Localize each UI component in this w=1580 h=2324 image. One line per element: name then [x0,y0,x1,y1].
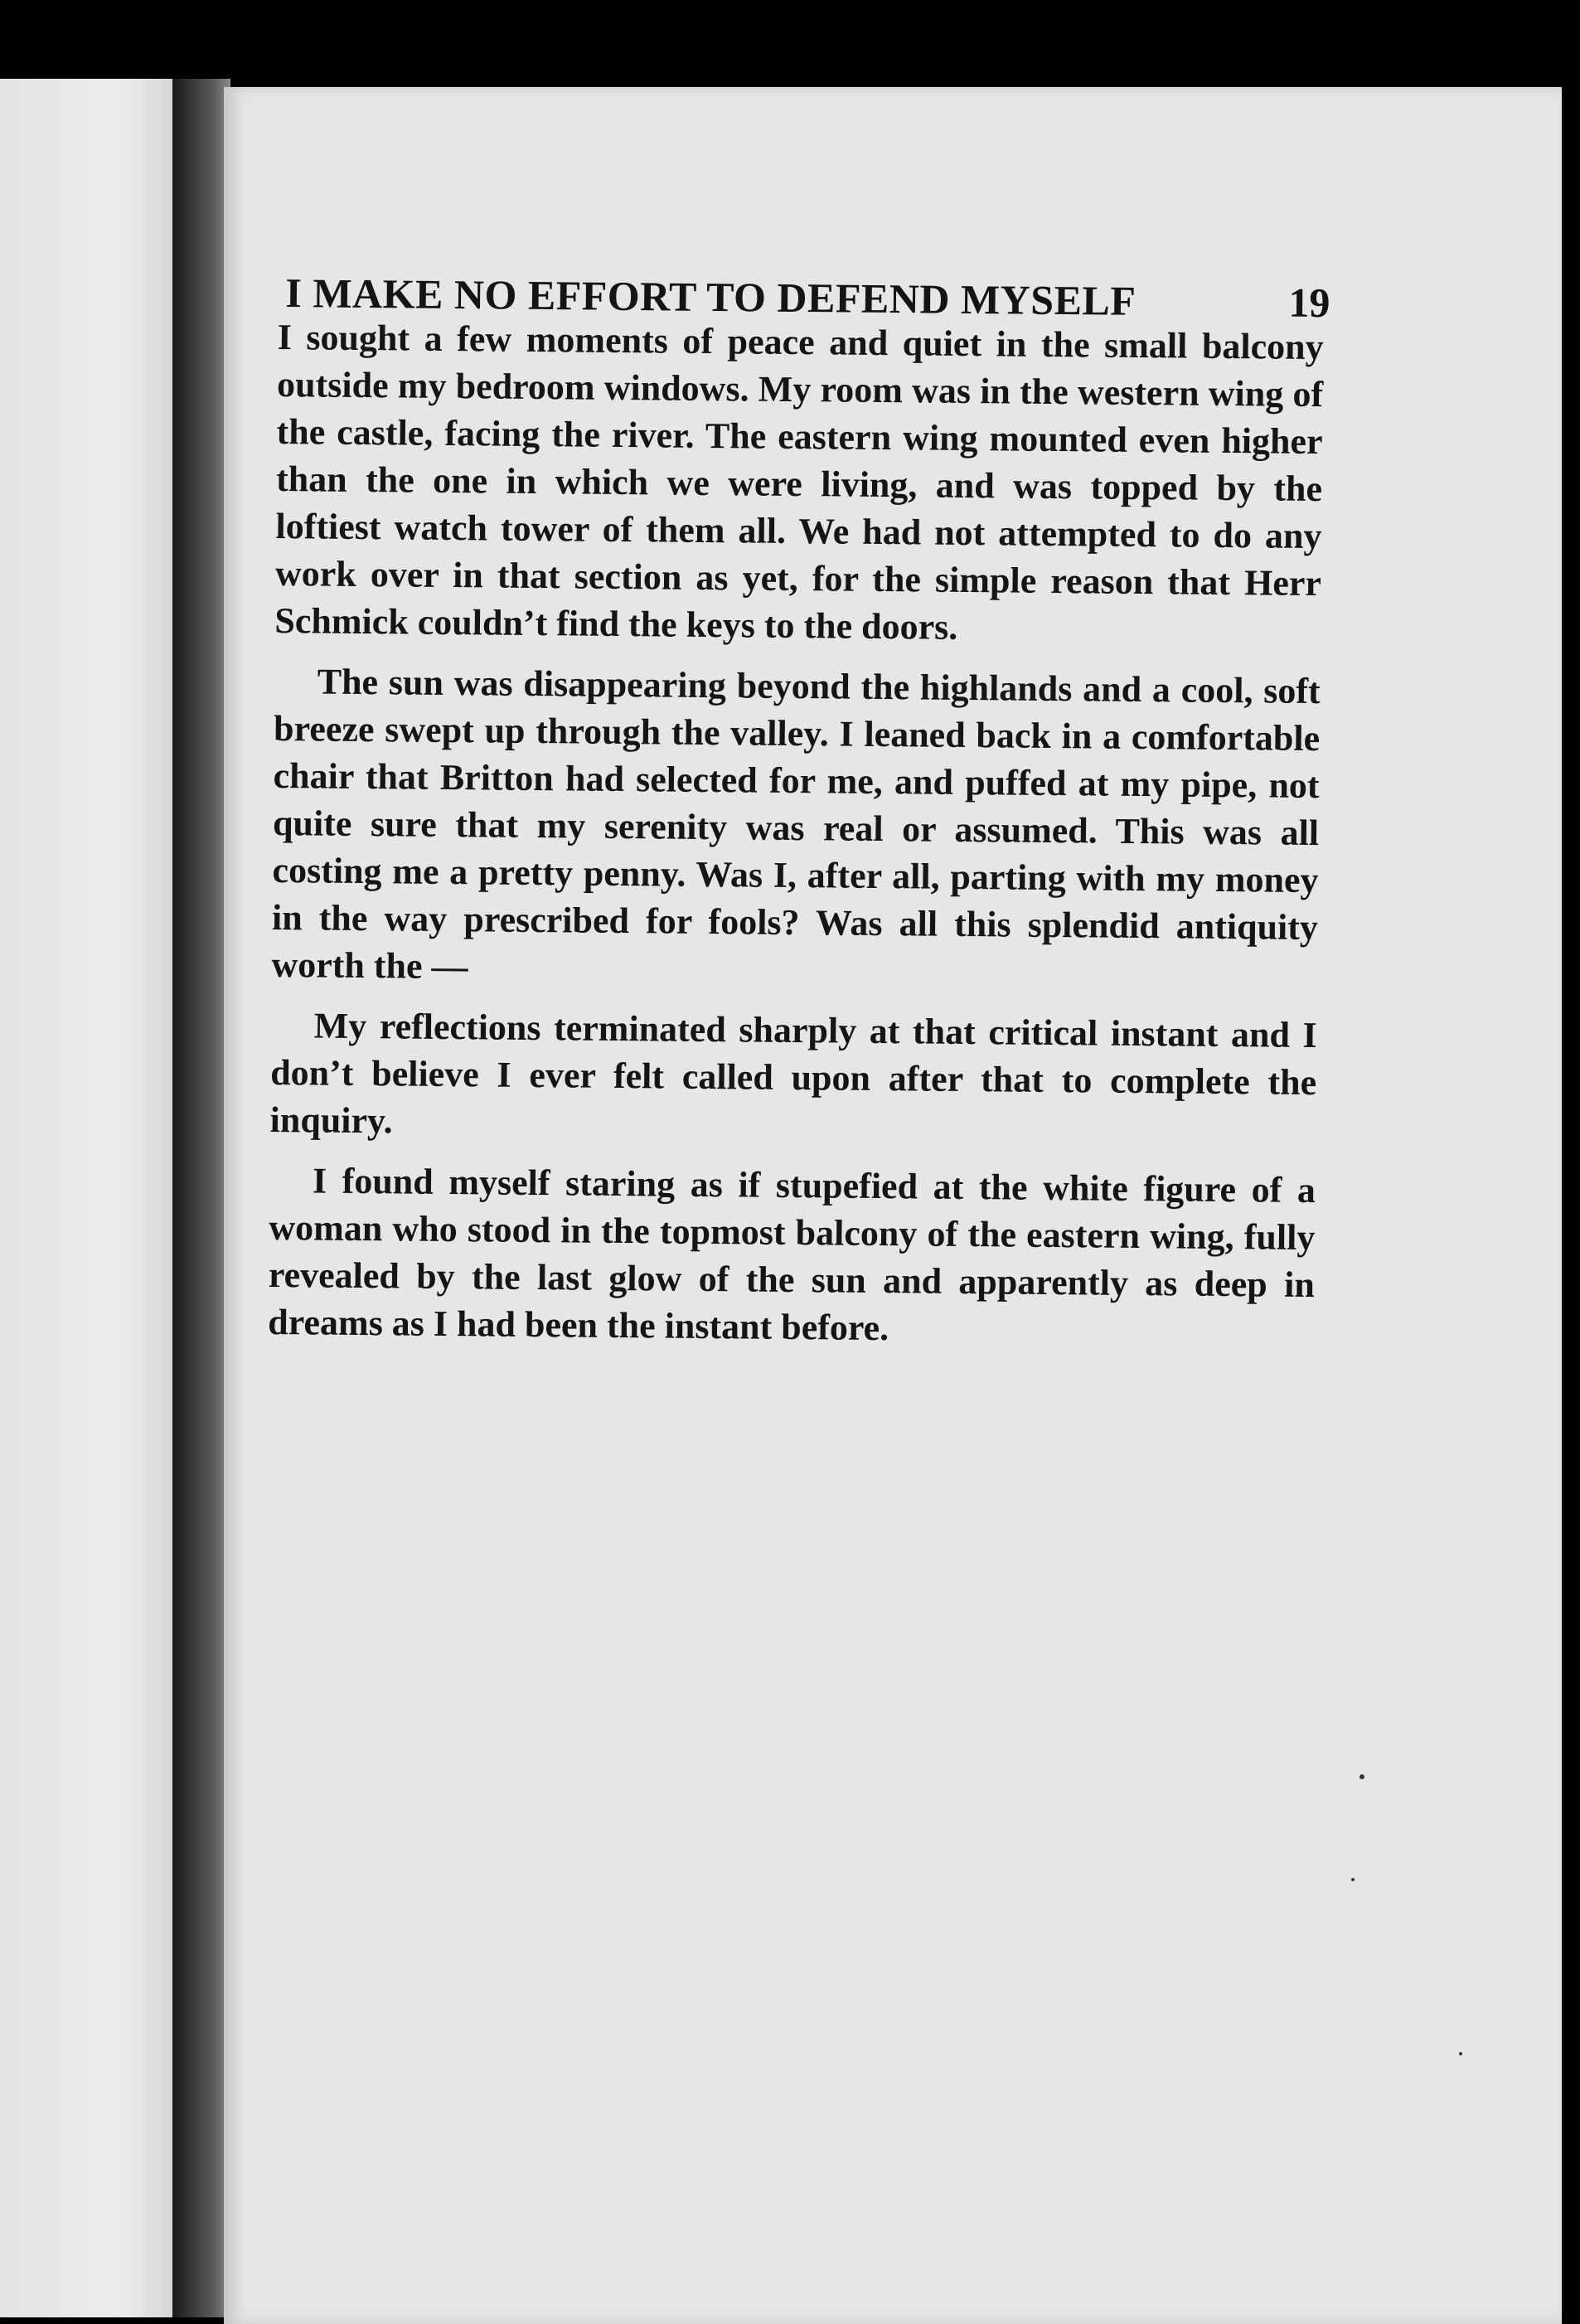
paragraph: I found myself staring as if stupefied at the white figure of a woman who stood in the topmost balcony of the eastern wing, fully revealed by the last glow of the sun and apparently as deep in dreams as I had been the instant before. [268,1160,1316,1349]
page-body [268,313,1324,1369]
running-head: I MAKE NO EFFORT TO DEFEND MYSELF [285,269,1137,324]
scan-speck [1351,1878,1355,1881]
book-gutter-shadow [172,79,230,2317]
scan-speck [1459,2052,1462,2055]
paragraph: The sun was disappearing beyond the highlands and a cool, soft breeze swept up through the valley. I leaned back in a comfortable chair that Britton had selected for me, and puffed at my pipe, not quite sure that my serenity was real or assumed. This was all costing me a pretty penny. Was I, after all, parting with my money in the way prescribed for fools? Was all this splendid antiquity worth the — [271,661,1321,987]
scan-speck [1359,1774,1364,1779]
page-number: 19 [1288,279,1330,327]
paragraph: I sought a few moments of peace and quiet in the small balcony outside my bedroom windows. My room was in the western wing of the castle, facing the river. The eastern wing mounted even higher than the one in which we were living, and was topped by the loftiest watch tower of them all. We had not attempted to do any work over in that section as yet, for the simple reason that Herr Schmick couldn’t find the keys to the doors. [274,316,1324,648]
facing-page-edge [0,79,172,2317]
paragraph: My reflections terminated sharply at that critical instant and I don’t believe I ever felt called upon after that to complete the inquiry. [269,1005,1317,1142]
page-header [285,242,1330,327]
scan-border-top [0,0,1580,91]
